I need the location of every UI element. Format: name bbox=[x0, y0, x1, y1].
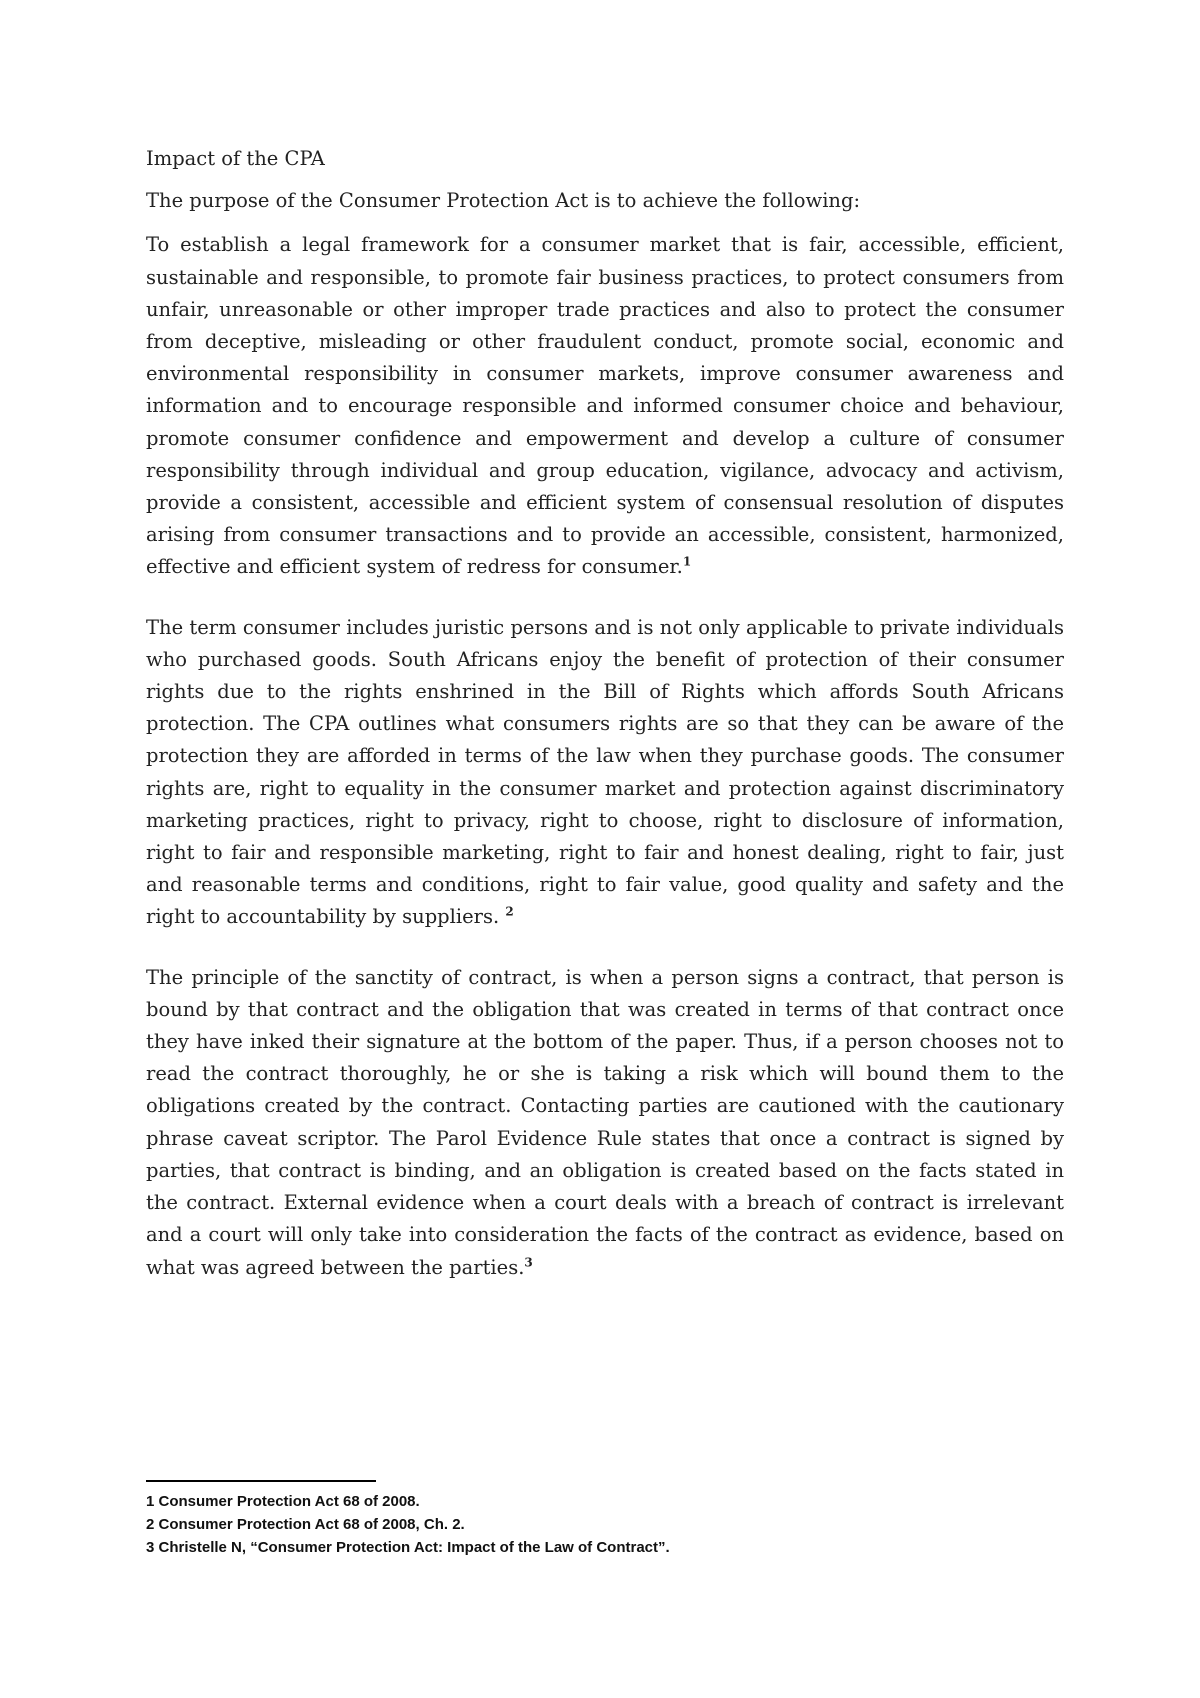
paragraph-text: The term consumer includes juristic persons and is not only applicable to private individuals who purchased goods. South Africans enjoy the benefit of protection of their consumer rights due to the rights enshrined in the Bill of Rights which affords South Africans protection. The CPA outlines what consumers rights are so that they can be aware of the protection they are afforded in terms of the law when they purchase goods. The consumer rights are, right to equality in the consumer market and protection against discriminatory marketing practices, right to privacy, right to choose, right to disclosure of information, right to fair and responsible marketing, right to fair and honest dealing, right to fair, just and reasonable terms and conditions, right to fair value, good quality and safety and the right to accountability by suppliers. bbox=[146, 615, 1064, 929]
intro-sentence: The purpose of the Consumer Protection Act is to achieve the following: bbox=[146, 189, 861, 213]
paragraph-text: To establish a legal framework for a consumer market that is fair, accessible, efficient, sustainable and responsible, to promote fair business practices, to protect consumers from unfair, unreasonable or other improper trade practices and also to protect the consumer from deceptive, misleading or other fraudulent conduct, promote social, economic and environmental responsibility in consumer markets, improve consumer awareness and information and to encourage responsible and informed consumer choice and behaviour, promote consumer confidence and empowerment and develop a culture of consumer responsibility through individual and group education, vigilance, advocacy and activism, provide a consistent, accessible and efficient system of consensual resolution of disputes arising from consumer transactions and to provide an accessible, consistent, harmonized, effective and efficient system of redress for consumer. bbox=[146, 233, 1064, 579]
footnote-item: 2 Consumer Protection Act 68 of 2008, Ch. 2. bbox=[146, 1516, 465, 1533]
footnote-item: 1 Consumer Protection Act 68 of 2008. bbox=[146, 1493, 420, 1510]
footnote-ref[interactable]: 2 bbox=[505, 904, 514, 919]
paragraph-consumer-rights bbox=[146, 612, 1064, 934]
footnote-ref[interactable]: 1 bbox=[682, 554, 692, 569]
document-heading: Impact of the CPA bbox=[146, 147, 325, 170]
footnote-ref[interactable]: 3 bbox=[524, 1255, 533, 1269]
paragraph-text: The principle of the sanctity of contract, is when a person signs a contract, that person is bound by that contract and the obligation that was created in terms of that contract once they have inked their signature at the bottom of the paper. Thus, if a person chooses not to read the contract thoroughly, he or she is taking a risk which will bound them to the obligations created by the contract. Contacting parties are cautioned with the cautionary phrase caveat scriptor. The Parol Evidence Rule states that once a contract is signed by parties, that contract is binding, and an obligation is created based on the facts stated in the contract. External evidence when a court deals with a breach of contract is irrelevant and a court will only take into consideration the facts of the contract as evidence, based on what was agreed between the parties. bbox=[146, 965, 1064, 1279]
paragraph-purpose bbox=[146, 229, 1064, 583]
footnote-item: 3 Christelle N, “Consumer Protection Act: Impact of the Law of Contract”. bbox=[146, 1539, 670, 1556]
footnote-separator bbox=[146, 1480, 376, 1482]
footnotes bbox=[146, 1490, 1064, 1559]
document-body bbox=[146, 143, 1064, 1312]
paragraph-sanctity-of-contract bbox=[146, 962, 1064, 1284]
